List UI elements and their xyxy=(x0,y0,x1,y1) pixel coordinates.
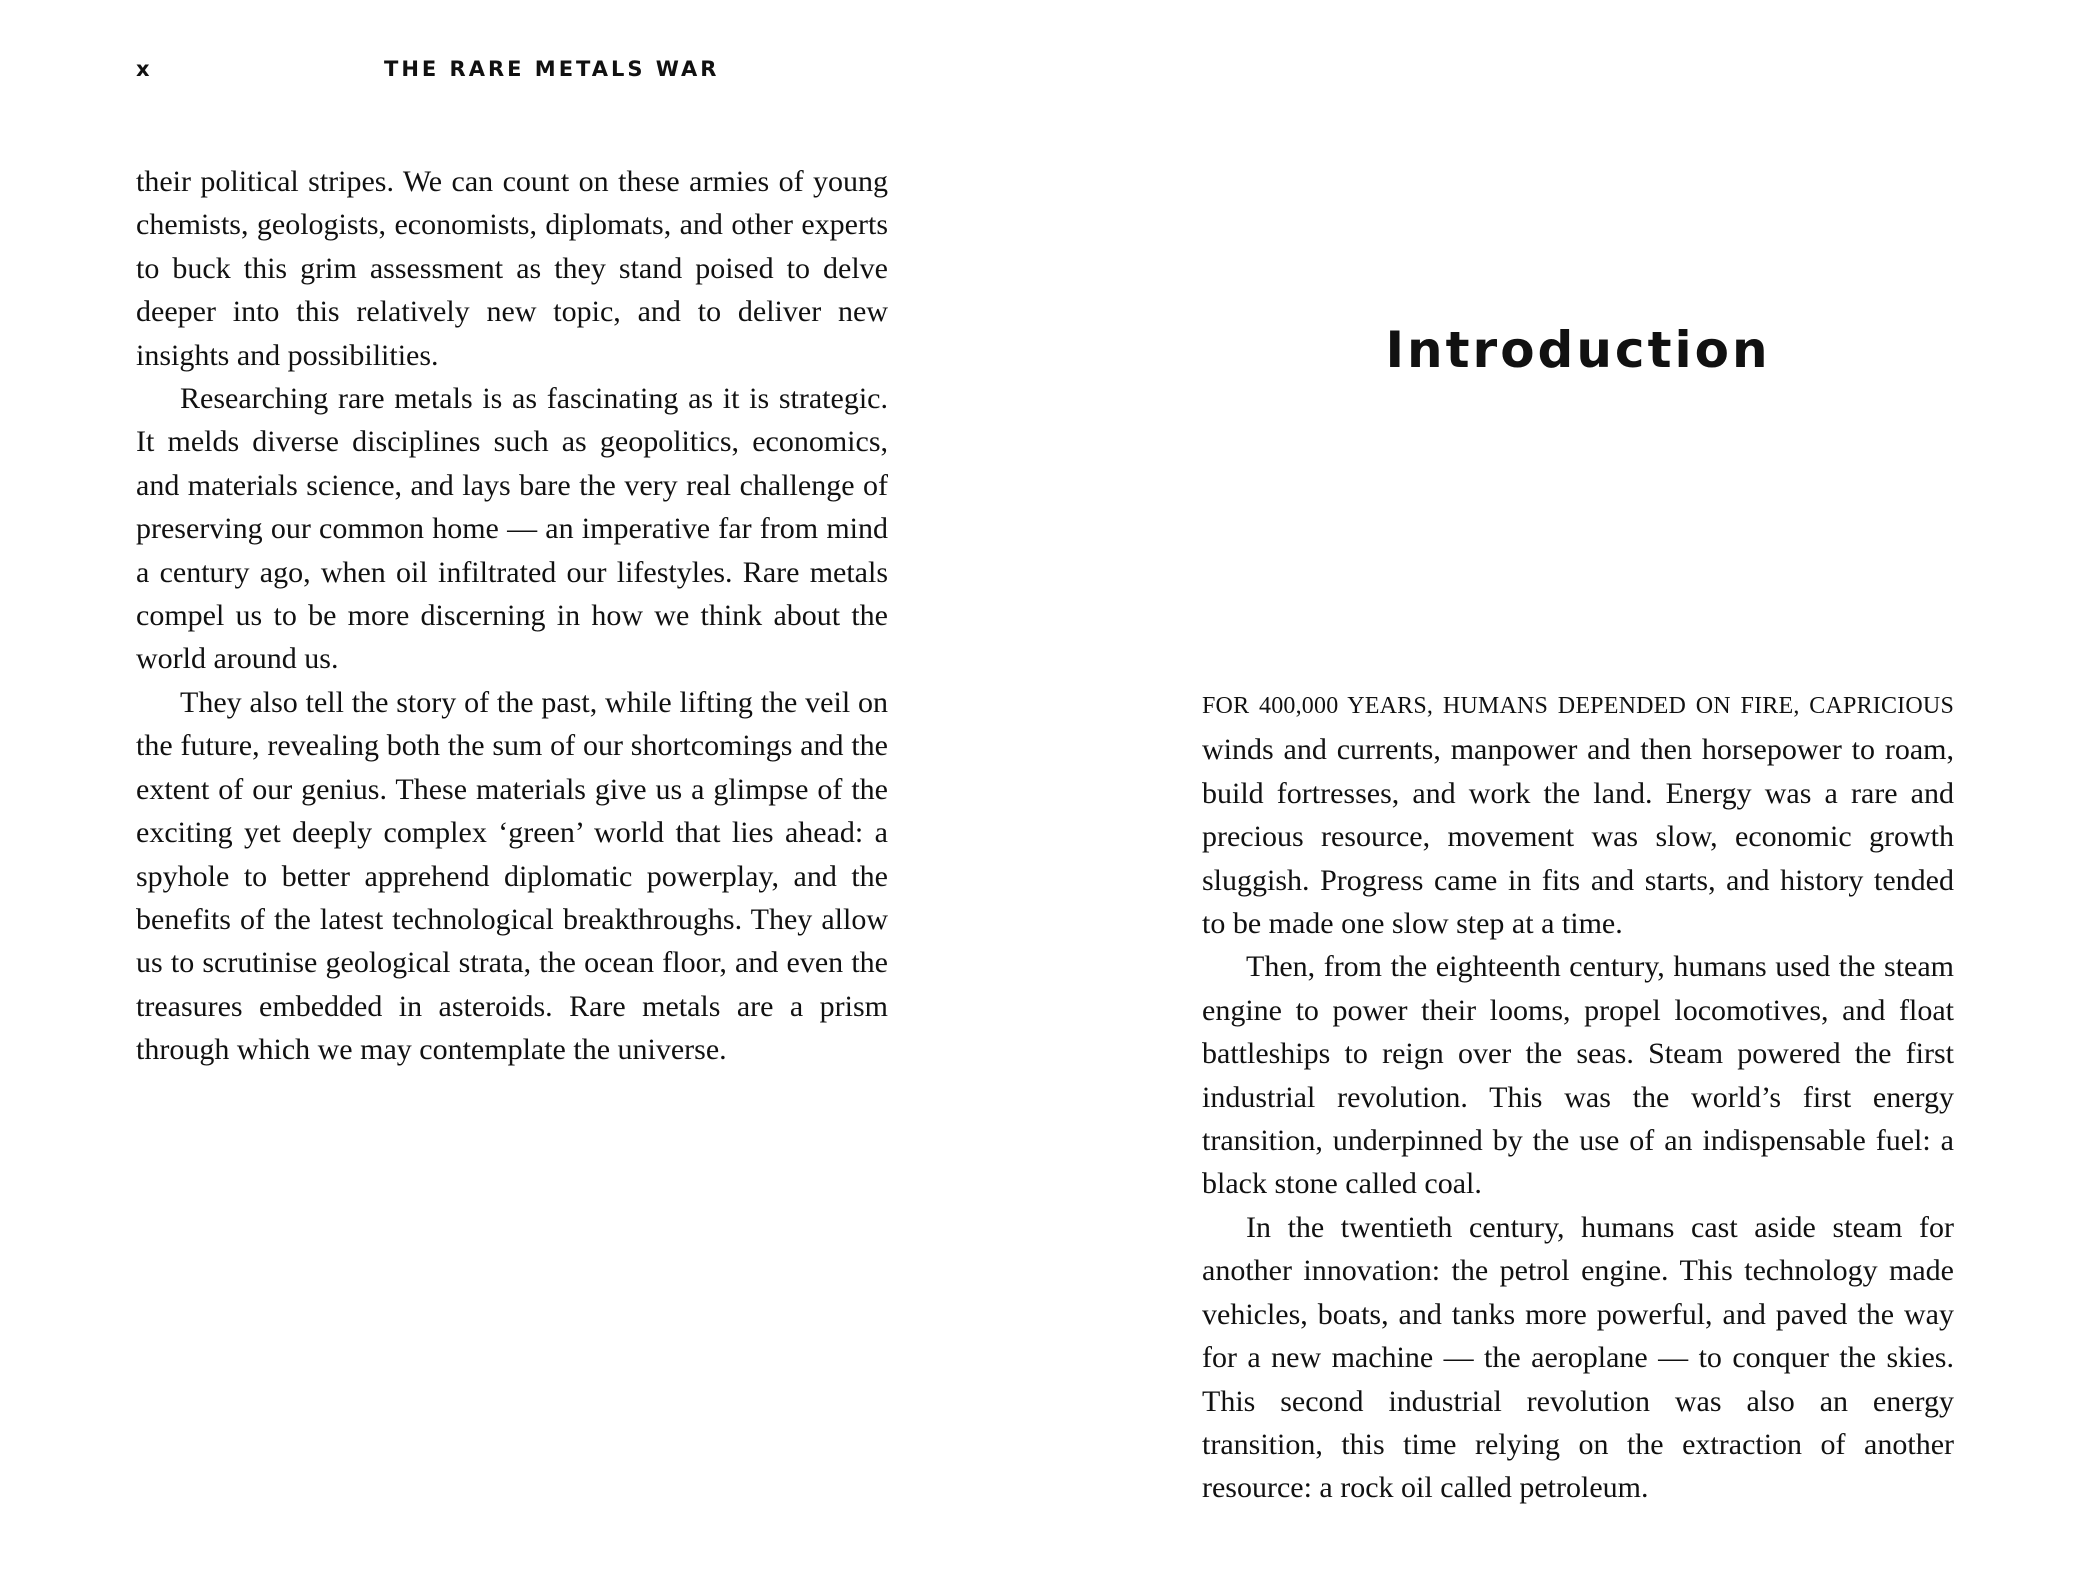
body-paragraph: They also tell the story of the past, while lifting the veil on the future, revealing both the sum of our shortcomings and the extent of our genius. These materials give us a glimpse of the exciting yet deeply complex ‘green’ world that lies ahead: a spyhole to better apprehend diplomatic powerplay, and the benefits of the latest technological breakthroughs. They allow us to scrutinise geological strata, the ocean floor, and even the treasures embedded in asteroids. Rare metals are a prism through which we may contemplate the universe. xyxy=(136,685,888,1067)
body-paragraph: Researching rare metals is as fascinating as it is strategic. It melds diverse disciplines such as geopolitics, economics, and materials science, and lays bare the very real challenge of preserving our common home — an imperative far from mind a century ago, when oil infiltrated our lifestyles. Rare metals compel us to be more discerning in how we think about the world around us. xyxy=(136,382,888,676)
page-number: x xyxy=(136,57,150,81)
opening-paragraph-text: winds and currents, manpower and then horsepower to roam, build fortresses, and work the land. Energy was a rare and precious resource, movement was slow, economic growth sluggish. Progress came in fits and starts, and history tended to be made one slow step at a time. xyxy=(1202,733,1954,941)
body-paragraph: In the twentieth century, humans cast aside steam for another innovation: the petrol engine. This technology made vehicles, boats, and tanks more powerful, and paved the way for a new machine — the aeroplane — to conquer the skies. This second industrial revolution was also an energy transition, this time relying on the extraction of another resource: a rock oil called petroleum. xyxy=(1202,1210,1954,1505)
body-paragraph: Then, from the eighteenth century, humans used the steam engine to power their looms, propel locomotives, and float battleships to reign over the seas. Steam powered the first industrial revolution. This was the world’s first energy transition, underpinned by the use of an indispensable fuel: a black stone called coal. xyxy=(1202,950,1954,1201)
right-page-body xyxy=(1202,682,1954,1510)
chapter-title: Introduction xyxy=(1385,321,1771,379)
small-caps-lead-in: FOR 400,000 YEARS, HUMANS DEPENDED ON FIRE, CAPRICIOUS xyxy=(1202,693,1954,719)
left-page-body xyxy=(136,160,888,1072)
running-head xyxy=(136,54,888,84)
opening-paragraph xyxy=(1202,682,1954,945)
right-page xyxy=(1042,0,2084,1594)
running-head-title: THE RARE METALS WAR xyxy=(384,57,720,81)
body-paragraph: their political stripes. We can count on these armies of young chemists, geologists, economists, diplomats, and other experts to buck this grim assessment as they stand poised to delve deeper into this relatively new topic, and to deliver new insights and possibilities. xyxy=(136,165,888,372)
